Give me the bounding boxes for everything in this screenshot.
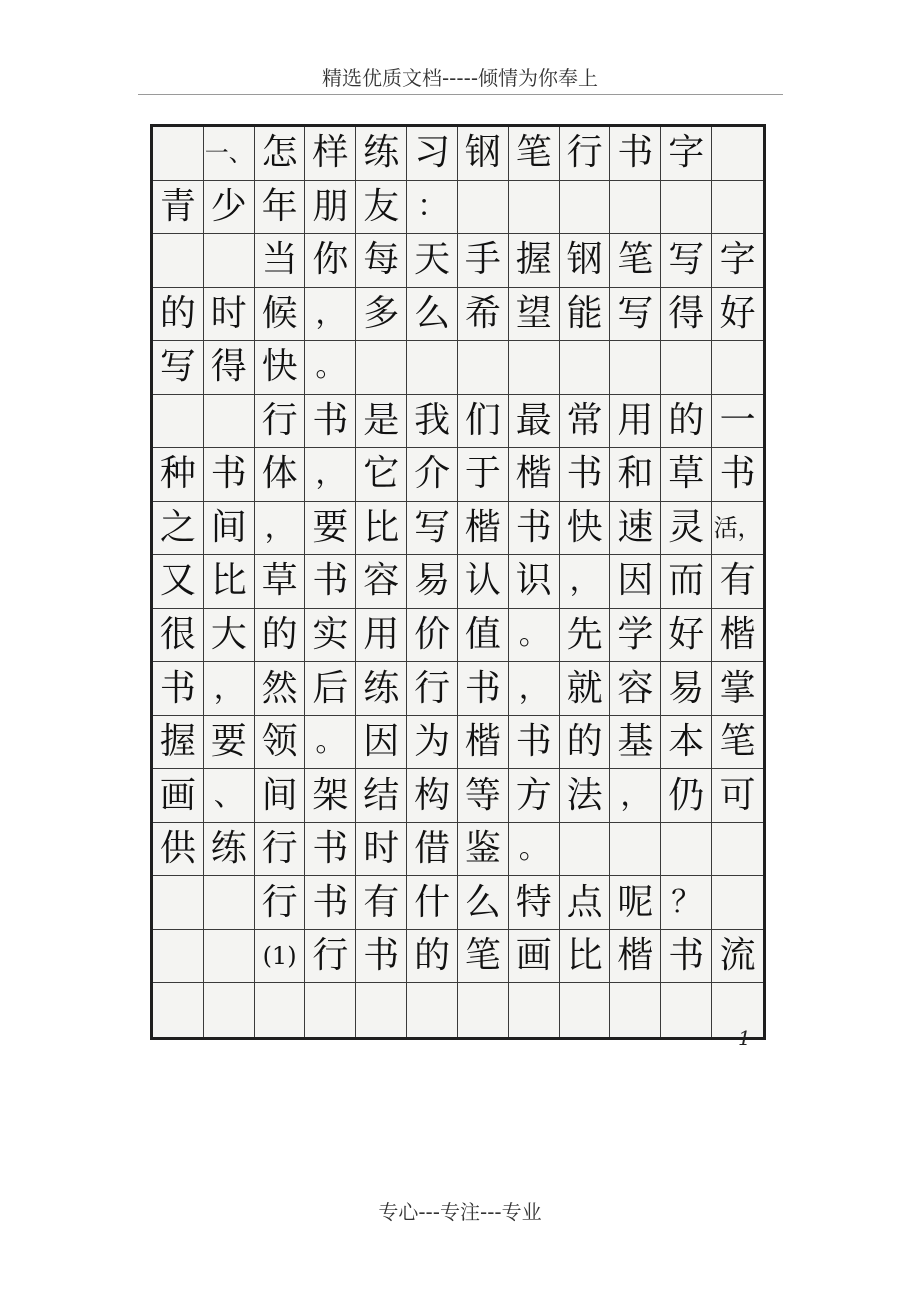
- grid-cell: 笔: [458, 930, 509, 984]
- page-number: 1: [738, 1026, 751, 1050]
- grid-cell: [509, 341, 560, 395]
- grid-cell: 法: [560, 769, 611, 823]
- grid-cell: ，: [610, 769, 661, 823]
- grid-cell: 每: [356, 234, 407, 288]
- grid-cell: 楷: [610, 930, 661, 984]
- grid-cell: (1): [255, 930, 306, 984]
- grid-cell: 书: [610, 127, 661, 181]
- grid-cell: 的: [255, 609, 306, 663]
- grid-cell: 字: [712, 234, 763, 288]
- grid-cell: 容: [356, 555, 407, 609]
- grid-cell: 行: [255, 823, 306, 877]
- grid-cell: 们: [458, 395, 509, 449]
- grid-cell: 用: [356, 609, 407, 663]
- grid-cell: 草: [255, 555, 306, 609]
- grid-cell: 样: [305, 127, 356, 181]
- grid-cell: 可: [712, 769, 763, 823]
- grid-cell: ，: [305, 448, 356, 502]
- grid-cell: 笔: [712, 716, 763, 770]
- grid-cell: 一、: [204, 127, 255, 181]
- character-grid: [153, 127, 763, 1037]
- grid-cell: 很: [153, 609, 204, 663]
- grid-cell: 书: [661, 930, 712, 984]
- grid-cell: 希: [458, 288, 509, 342]
- grid-cell: [560, 823, 611, 877]
- grid-cell: 书: [305, 823, 356, 877]
- grid-cell: [661, 983, 712, 1037]
- grid-cell: 时: [204, 288, 255, 342]
- grid-cell: [458, 983, 509, 1037]
- grid-cell: 行: [255, 876, 306, 930]
- grid-cell: 手: [458, 234, 509, 288]
- grid-cell: 画: [153, 769, 204, 823]
- grid-cell: 点: [560, 876, 611, 930]
- grid-cell: 行: [305, 930, 356, 984]
- grid-cell: 借: [407, 823, 458, 877]
- grid-cell: [610, 823, 661, 877]
- grid-cell: [153, 876, 204, 930]
- grid-cell: 什: [407, 876, 458, 930]
- grid-cell: 比: [560, 930, 611, 984]
- grid-cell: 最: [509, 395, 560, 449]
- grid-cell: 、: [204, 769, 255, 823]
- grid-cell: [356, 341, 407, 395]
- grid-cell: 练: [356, 127, 407, 181]
- grid-cell: 架: [305, 769, 356, 823]
- grid-cell: 当: [255, 234, 306, 288]
- grid-cell: 比: [356, 502, 407, 556]
- grid-cell: 书: [458, 662, 509, 716]
- grid-cell: 钢: [458, 127, 509, 181]
- grid-cell: 结: [356, 769, 407, 823]
- grid-cell: 它: [356, 448, 407, 502]
- grid-cell: 书: [712, 448, 763, 502]
- grid-cell: 又: [153, 555, 204, 609]
- grid-cell: 好: [712, 288, 763, 342]
- grid-cell: 先: [560, 609, 611, 663]
- grid-cell: 。: [509, 609, 560, 663]
- grid-cell: [712, 341, 763, 395]
- grid-cell: 后: [305, 662, 356, 716]
- grid-cell: 本: [661, 716, 712, 770]
- grid-cell: 我: [407, 395, 458, 449]
- grid-cell: [204, 234, 255, 288]
- grid-cell: [661, 181, 712, 235]
- grid-cell: 之: [153, 502, 204, 556]
- grid-cell: 写: [153, 341, 204, 395]
- grid-cell: 用: [610, 395, 661, 449]
- header-divider: [138, 94, 783, 95]
- scanned-practice-sheet: [150, 124, 766, 1040]
- grid-cell: [610, 181, 661, 235]
- grid-cell: 呢: [610, 876, 661, 930]
- grid-cell: 。: [305, 716, 356, 770]
- grid-cell: 和: [610, 448, 661, 502]
- grid-cell: 易: [661, 662, 712, 716]
- grid-cell: [560, 341, 611, 395]
- grid-cell: 习: [407, 127, 458, 181]
- grid-cell: 然: [255, 662, 306, 716]
- grid-cell: 得: [661, 288, 712, 342]
- grid-cell: 候: [255, 288, 306, 342]
- grid-cell: 速: [610, 502, 661, 556]
- grid-cell: 是: [356, 395, 407, 449]
- grid-cell: 书: [560, 448, 611, 502]
- grid-cell: 握: [153, 716, 204, 770]
- grid-cell: [407, 341, 458, 395]
- grid-cell: [661, 341, 712, 395]
- grid-cell: [305, 983, 356, 1037]
- grid-cell: ，: [509, 662, 560, 716]
- grid-cell: [560, 181, 611, 235]
- grid-cell: 体: [255, 448, 306, 502]
- grid-cell: 方: [509, 769, 560, 823]
- grid-cell: 有: [712, 555, 763, 609]
- grid-cell: 常: [560, 395, 611, 449]
- grid-cell: 望: [509, 288, 560, 342]
- grid-cell: 多: [356, 288, 407, 342]
- grid-cell: 怎: [255, 127, 306, 181]
- grid-cell: ？: [661, 876, 712, 930]
- grid-cell: [712, 181, 763, 235]
- grid-cell: [712, 876, 763, 930]
- grid-cell: ，: [255, 502, 306, 556]
- grid-cell: [661, 823, 712, 877]
- grid-cell: 要: [305, 502, 356, 556]
- grid-cell: 么: [407, 288, 458, 342]
- grid-cell: 书: [305, 876, 356, 930]
- grid-cell: 掌: [712, 662, 763, 716]
- grid-cell: 行: [407, 662, 458, 716]
- grid-cell: 书: [509, 502, 560, 556]
- grid-cell: 价: [407, 609, 458, 663]
- grid-cell: 快: [560, 502, 611, 556]
- grid-cell: 比: [204, 555, 255, 609]
- grid-cell: [153, 127, 204, 181]
- grid-cell: 朋: [305, 181, 356, 235]
- grid-cell: 草: [661, 448, 712, 502]
- grid-cell: ：: [407, 181, 458, 235]
- grid-cell: [153, 930, 204, 984]
- grid-cell: 的: [407, 930, 458, 984]
- grid-cell: 年: [255, 181, 306, 235]
- grid-cell: 。: [305, 341, 356, 395]
- grid-cell: ，: [204, 662, 255, 716]
- grid-cell: 灵: [661, 502, 712, 556]
- grid-cell: [153, 395, 204, 449]
- grid-cell: 因: [356, 716, 407, 770]
- grid-cell: 于: [458, 448, 509, 502]
- grid-cell: 钢: [560, 234, 611, 288]
- grid-cell: [204, 983, 255, 1037]
- grid-cell: 为: [407, 716, 458, 770]
- grid-cell: 识: [509, 555, 560, 609]
- grid-cell: 练: [356, 662, 407, 716]
- grid-cell: [458, 181, 509, 235]
- grid-cell: 间: [255, 769, 306, 823]
- grid-cell: 的: [661, 395, 712, 449]
- grid-cell: 能: [560, 288, 611, 342]
- grid-cell: 行: [560, 127, 611, 181]
- grid-cell: 学: [610, 609, 661, 663]
- grid-cell: 楷: [458, 502, 509, 556]
- page-header: 精选优质文档-----倾情为你奉上: [321, 66, 599, 90]
- grid-cell: [712, 127, 763, 181]
- grid-cell: [204, 395, 255, 449]
- grid-cell: 而: [661, 555, 712, 609]
- grid-cell: 楷: [458, 716, 509, 770]
- grid-cell: [610, 341, 661, 395]
- grid-cell: 写: [407, 502, 458, 556]
- grid-cell: 行: [255, 395, 306, 449]
- grid-cell: 活，: [712, 502, 763, 556]
- grid-cell: [610, 983, 661, 1037]
- grid-cell: [712, 823, 763, 877]
- grid-cell: 友: [356, 181, 407, 235]
- grid-cell: 书: [305, 395, 356, 449]
- grid-cell: 基: [610, 716, 661, 770]
- grid-cell: 楷: [509, 448, 560, 502]
- grid-cell: 书: [204, 448, 255, 502]
- grid-cell: [509, 983, 560, 1037]
- grid-cell: 介: [407, 448, 458, 502]
- grid-cell: 书: [356, 930, 407, 984]
- grid-cell: 书: [153, 662, 204, 716]
- grid-cell: 领: [255, 716, 306, 770]
- grid-cell: 字: [661, 127, 712, 181]
- grid-cell: 写: [610, 288, 661, 342]
- grid-cell: 间: [204, 502, 255, 556]
- grid-cell: ，: [305, 288, 356, 342]
- grid-cell: 你: [305, 234, 356, 288]
- grid-cell: 就: [560, 662, 611, 716]
- grid-cell: 的: [153, 288, 204, 342]
- grid-cell: 好: [661, 609, 712, 663]
- grid-cell: 笔: [610, 234, 661, 288]
- grid-cell: [560, 983, 611, 1037]
- grid-cell: 一: [712, 395, 763, 449]
- grid-cell: 的: [560, 716, 611, 770]
- grid-cell: [153, 234, 204, 288]
- grid-cell: 仍: [661, 769, 712, 823]
- grid-cell: [153, 983, 204, 1037]
- grid-cell: 青: [153, 181, 204, 235]
- grid-cell: 握: [509, 234, 560, 288]
- grid-cell: 认: [458, 555, 509, 609]
- grid-cell: 值: [458, 609, 509, 663]
- grid-cell: 书: [509, 716, 560, 770]
- grid-cell: 快: [255, 341, 306, 395]
- grid-cell: 易: [407, 555, 458, 609]
- grid-cell: 供: [153, 823, 204, 877]
- grid-cell: 等: [458, 769, 509, 823]
- grid-cell: 练: [204, 823, 255, 877]
- grid-cell: 少: [204, 181, 255, 235]
- grid-cell: 鉴: [458, 823, 509, 877]
- grid-cell: 要: [204, 716, 255, 770]
- page-footer: 专心---专注---专业: [378, 1200, 542, 1224]
- grid-cell: [509, 181, 560, 235]
- grid-cell: 天: [407, 234, 458, 288]
- grid-cell: [204, 876, 255, 930]
- grid-cell: 画: [509, 930, 560, 984]
- grid-cell: 种: [153, 448, 204, 502]
- grid-cell: 。: [509, 823, 560, 877]
- grid-cell: 流: [712, 930, 763, 984]
- grid-cell: [204, 930, 255, 984]
- grid-cell: [356, 983, 407, 1037]
- grid-cell: 构: [407, 769, 458, 823]
- grid-cell: 实: [305, 609, 356, 663]
- grid-cell: 容: [610, 662, 661, 716]
- grid-cell: 有: [356, 876, 407, 930]
- grid-cell: [458, 341, 509, 395]
- grid-cell: 大: [204, 609, 255, 663]
- grid-cell: 笔: [509, 127, 560, 181]
- grid-cell: 特: [509, 876, 560, 930]
- grid-cell: 写: [661, 234, 712, 288]
- grid-cell: 么: [458, 876, 509, 930]
- grid-cell: [407, 983, 458, 1037]
- grid-cell: ，: [560, 555, 611, 609]
- grid-cell: 楷: [712, 609, 763, 663]
- grid-cell: 得: [204, 341, 255, 395]
- grid-cell: [255, 983, 306, 1037]
- grid-cell: 时: [356, 823, 407, 877]
- grid-cell: 书: [305, 555, 356, 609]
- grid-cell: 因: [610, 555, 661, 609]
